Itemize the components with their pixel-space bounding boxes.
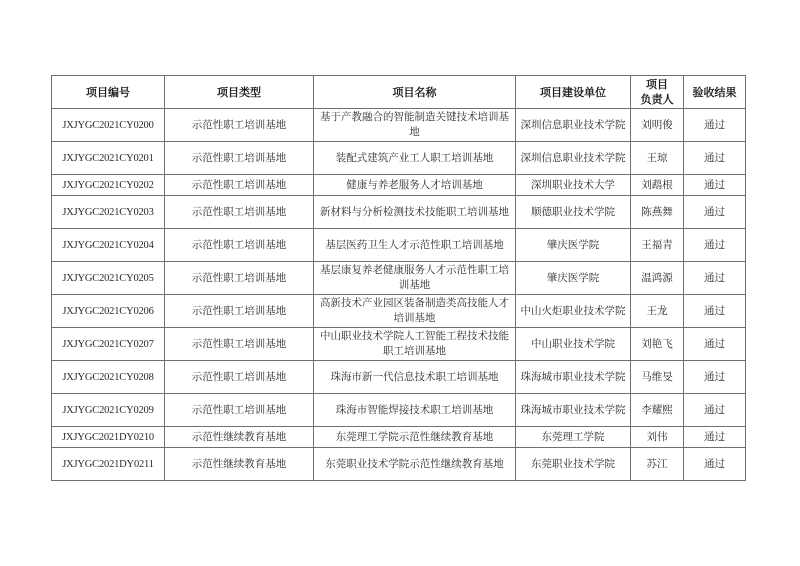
cell-project-name: 东莞理工学院示范性继续教育基地 [314,427,516,448]
table-row [52,175,746,196]
cell-project-leader: 刘伟 [631,427,684,448]
cell-acceptance-result: 通过 [684,328,746,361]
header-project-type: 项目类型 [165,76,314,109]
cell-construction-unit: 东莞职业技术学院 [516,448,631,481]
cell-project-type: 示范性职工培训基地 [165,196,314,229]
cell-project-id: JXJYGC2021CY0208 [52,361,165,394]
cell-acceptance-result: 通过 [684,262,746,295]
table-row [52,196,746,229]
cell-acceptance-result: 通过 [684,196,746,229]
cell-project-id: JXJYGC2021CY0201 [52,142,165,175]
cell-construction-unit: 中山火炬职业技术学院 [516,295,631,328]
table-row [52,448,746,481]
table-row [52,361,746,394]
cell-project-leader: 王福青 [631,229,684,262]
header-project-id: 项目编号 [52,76,165,109]
cell-project-leader: 刘艳飞 [631,328,684,361]
header-leader-line1: 项目 [646,78,668,91]
cell-project-type: 示范性继续教育基地 [165,448,314,481]
cell-construction-unit: 肇庆医学院 [516,229,631,262]
table-row [52,109,746,142]
cell-project-id: JXJYGC2021CY0204 [52,229,165,262]
cell-project-leader: 陈燕舞 [631,196,684,229]
cell-project-id: JXJYGC2021DY0210 [52,427,165,448]
cell-project-leader: 王琼 [631,142,684,175]
cell-project-name: 基层医药卫生人才示范性职工培训基地 [314,229,516,262]
cell-acceptance-result: 通过 [684,175,746,196]
cell-project-id: JXJYGC2021DY0211 [52,448,165,481]
header-leader-line2: 负责人 [640,93,674,106]
table-row [52,394,746,427]
cell-project-type: 示范性职工培训基地 [165,295,314,328]
cell-project-leader: 李耀熙 [631,394,684,427]
cell-project-id: JXJYGC2021CY0205 [52,262,165,295]
cell-project-id: JXJYGC2021CY0209 [52,394,165,427]
cell-project-name: 高新技术产业园区装备制造类高技能人才培训基地 [314,295,516,328]
cell-project-name: 珠海市智能焊接技术职工培训基地 [314,394,516,427]
header-project-name: 项目名称 [314,76,516,109]
table-row [52,229,746,262]
cell-project-leader: 苏江 [631,448,684,481]
cell-project-leader: 刘明俊 [631,109,684,142]
header-construction-unit: 项目建设单位 [516,76,631,109]
cell-project-type: 示范性职工培训基地 [165,229,314,262]
cell-project-type: 示范性职工培训基地 [165,109,314,142]
cell-project-id: JXJYGC2021CY0202 [52,175,165,196]
cell-project-leader: 刘鹉根 [631,175,684,196]
cell-project-name: 珠海市新一代信息技术职工培训基地 [314,361,516,394]
cell-project-name: 基层康复养老健康服务人才示范性职工培训基地 [314,262,516,295]
cell-project-type: 示范性职工培训基地 [165,328,314,361]
acceptance-results-table [51,75,746,481]
cell-construction-unit: 珠海城市职业技术学院 [516,394,631,427]
cell-construction-unit: 珠海城市职业技术学院 [516,361,631,394]
header-project-leader [631,76,684,109]
cell-project-name: 新材料与分析检测技术技能职工培训基地 [314,196,516,229]
table-header-row [52,76,746,109]
cell-acceptance-result: 通过 [684,361,746,394]
cell-project-id: JXJYGC2021CY0200 [52,109,165,142]
cell-project-name: 中山职业技术学院人工智能工程技术技能职工培训基地 [314,328,516,361]
cell-acceptance-result: 通过 [684,109,746,142]
cell-construction-unit: 深圳信息职业技术学院 [516,109,631,142]
cell-construction-unit: 肇庆医学院 [516,262,631,295]
table-row [52,142,746,175]
table-row [52,427,746,448]
cell-project-type: 示范性继续教育基地 [165,427,314,448]
table-row [52,262,746,295]
cell-project-type: 示范性职工培训基地 [165,394,314,427]
cell-acceptance-result: 通过 [684,229,746,262]
cell-project-name: 健康与养老服务人才培训基地 [314,175,516,196]
cell-project-type: 示范性职工培训基地 [165,262,314,295]
cell-project-leader: 王龙 [631,295,684,328]
cell-project-type: 示范性职工培训基地 [165,142,314,175]
cell-project-name: 基于产教融合的智能制造关键技术培训基地 [314,109,516,142]
cell-construction-unit: 深圳职业技术大学 [516,175,631,196]
cell-project-type: 示范性职工培训基地 [165,361,314,394]
cell-construction-unit: 顺德职业技术学院 [516,196,631,229]
cell-project-type: 示范性职工培训基地 [165,175,314,196]
cell-acceptance-result: 通过 [684,142,746,175]
cell-acceptance-result: 通过 [684,295,746,328]
cell-acceptance-result: 通过 [684,427,746,448]
table-row [52,295,746,328]
cell-project-name: 东莞职业技术学院示范性继续教育基地 [314,448,516,481]
cell-project-name: 装配式建筑产业工人职工培训基地 [314,142,516,175]
cell-construction-unit: 中山职业技术学院 [516,328,631,361]
cell-construction-unit: 东莞理工学院 [516,427,631,448]
cell-project-id: JXJYGC2021CY0203 [52,196,165,229]
header-acceptance-result: 验收结果 [684,76,746,109]
cell-project-id: JXJYGC2021CY0206 [52,295,165,328]
cell-project-id: JXJYGC2021CY0207 [52,328,165,361]
cell-project-leader: 温鸿源 [631,262,684,295]
cell-project-leader: 马维旻 [631,361,684,394]
table-row [52,328,746,361]
cell-construction-unit: 深圳信息职业技术学院 [516,142,631,175]
cell-acceptance-result: 通过 [684,448,746,481]
cell-acceptance-result: 通过 [684,394,746,427]
